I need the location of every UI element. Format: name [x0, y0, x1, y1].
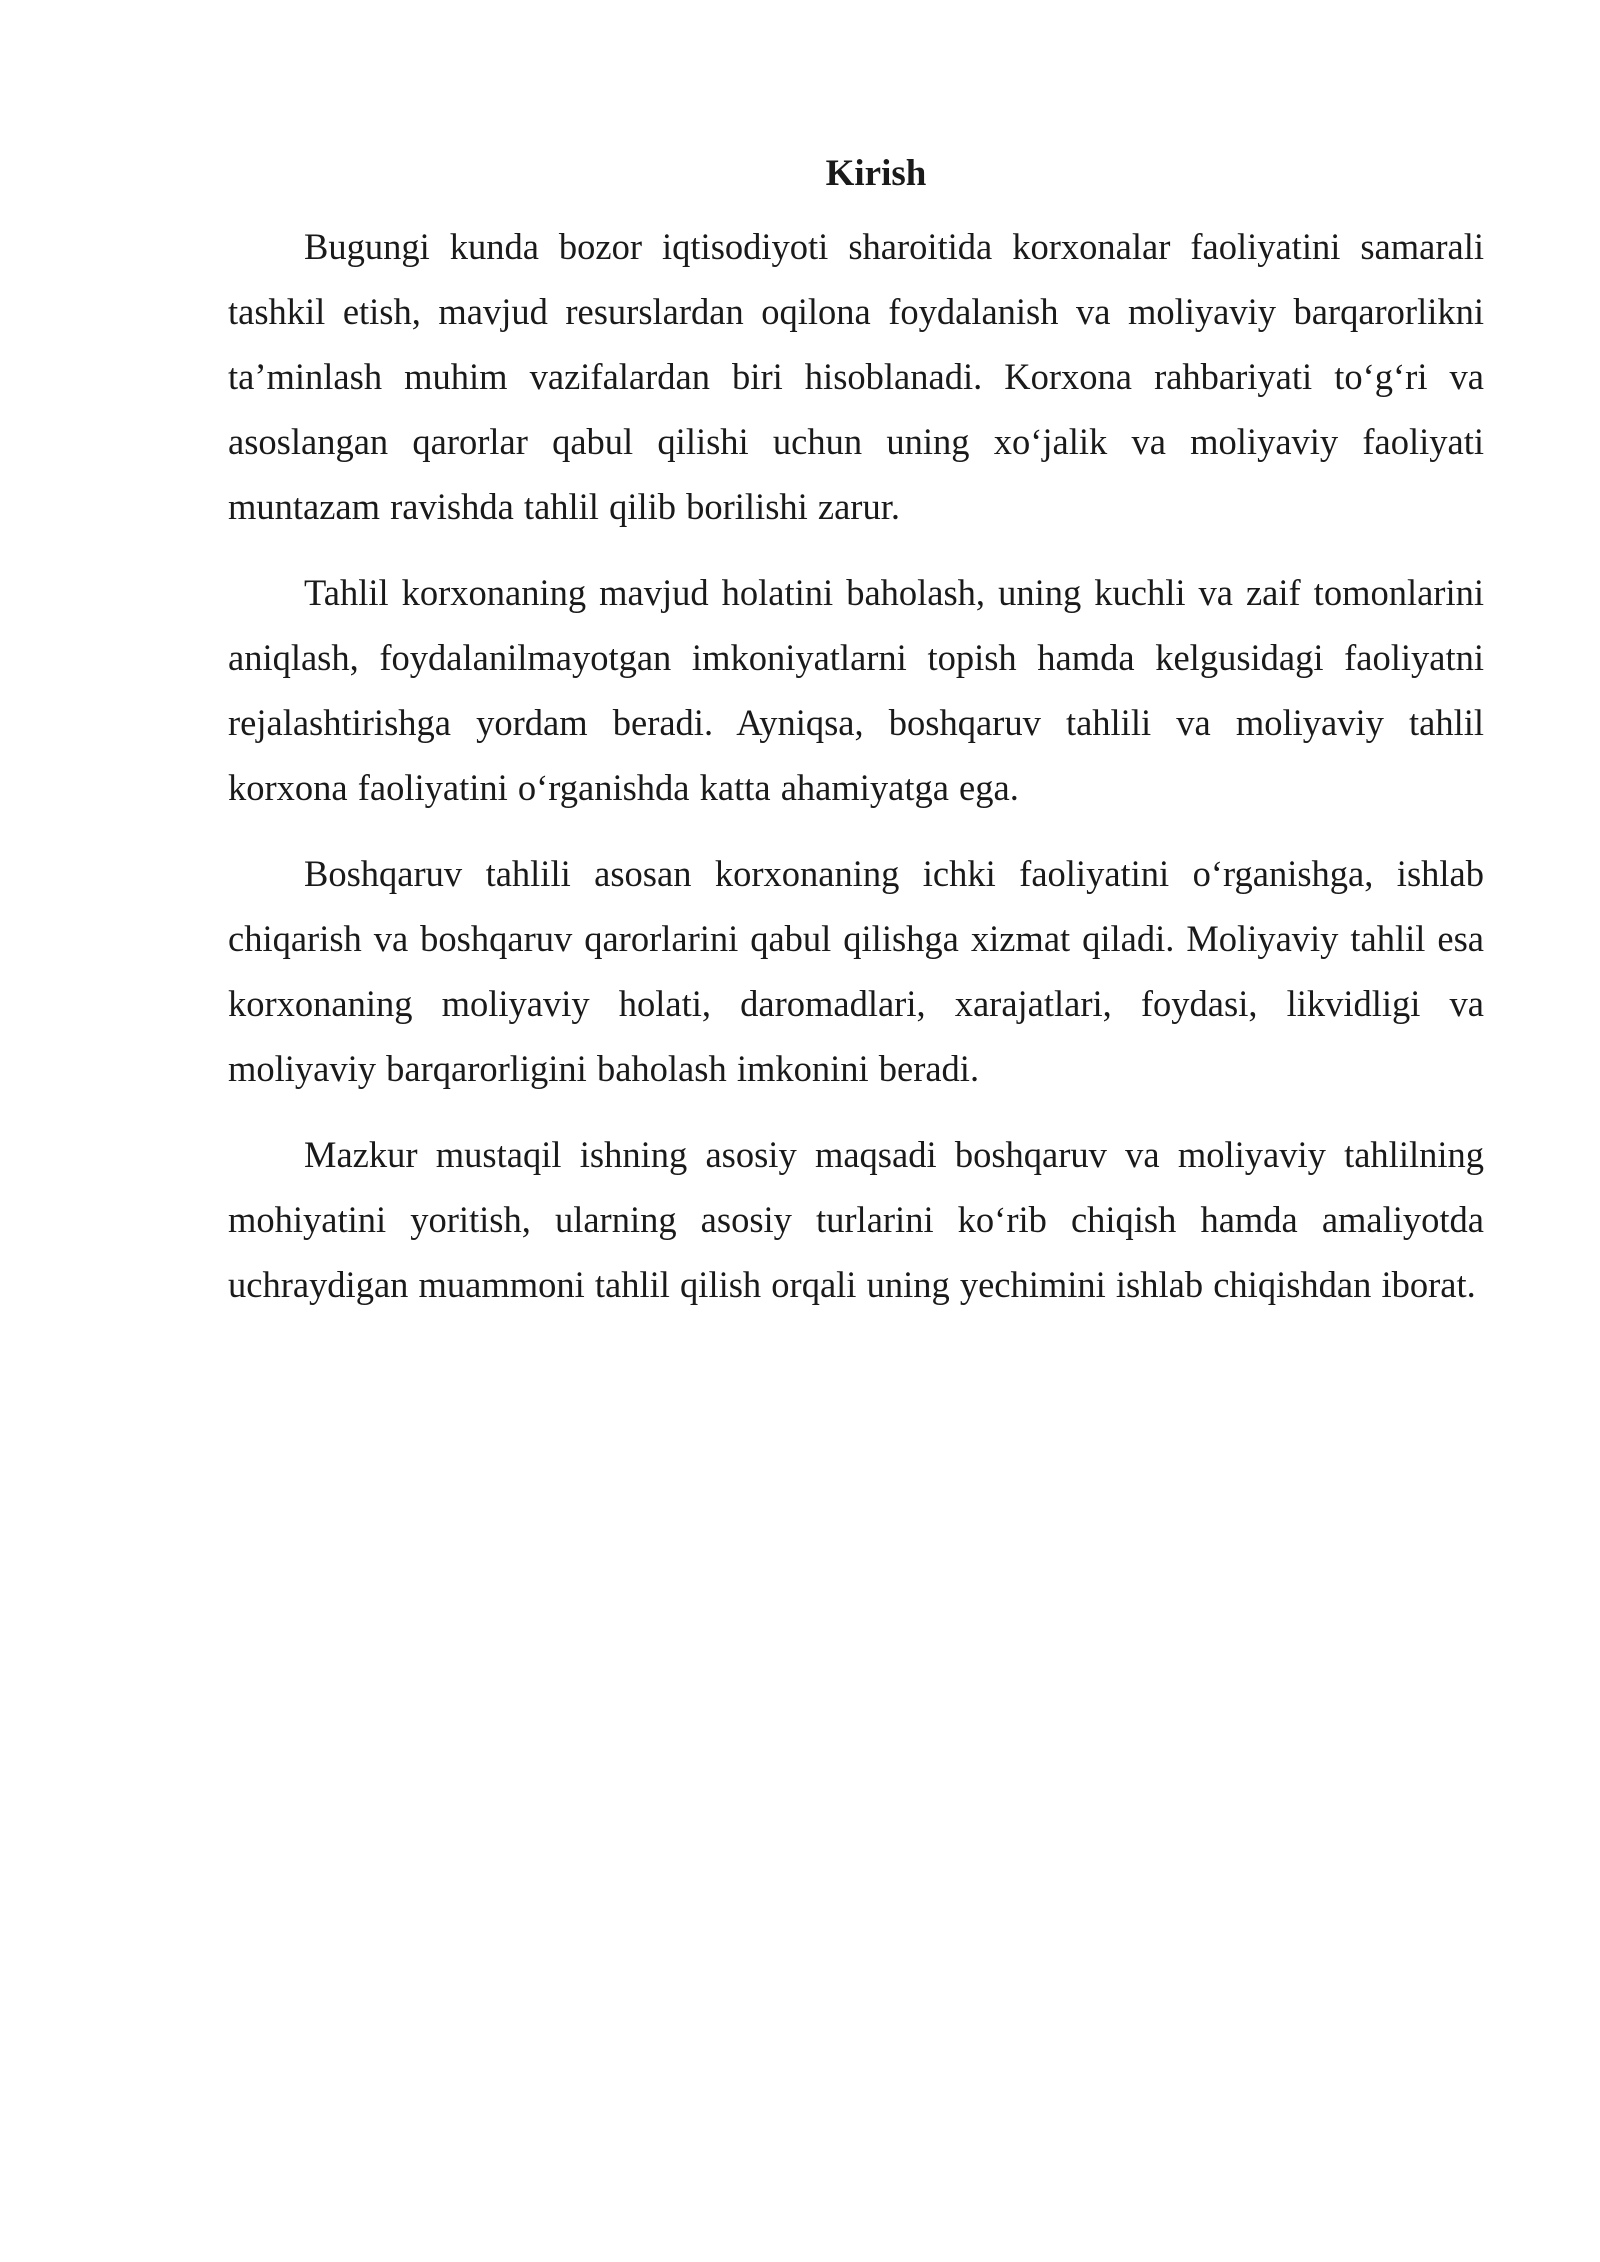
paragraph-1: Bugungi kunda bozor iqtisodiyoti sharoitida korxonalar faoliyatini samarali tashkil etish, mavjud resurslardan oqilona foydalanish va moliyaviy barqarorlikni ta’minlash muhim vazifalardan biri hisoblanadi. Korxona rahbariyati to‘g‘ri va asoslangan qarorlar qabul qilishi uchun uning xo‘jalik va moliyaviy faoliyati muntazam ravishda tahlil qilib borilishi zarur. [228, 226, 1484, 527]
paragraph-2: Tahlil korxonaning mavjud holatini baholash, uning kuchli va zaif tomonlarini aniqlash, foydalanilmayotgan imkoniyatlarni topish hamda kelgusidagi faoliyatni rejalashtirishga yordam beradi. Ayniqsa, boshqaruv tahlili va moliyaviy tahlil korxona faoliyatini o‘rganishda katta ahamiyatga ega. [228, 572, 1484, 808]
document-body [228, 148, 1484, 1338]
section-title: Kirish [825, 153, 927, 194]
paragraph-4: Mazkur mustaqil ishning asosiy maqsadi boshqaruv va moliyaviy tahlilning mohiyatini yoritish, ularning asosiy turlarini ko‘rib chiqish hamda amaliyotda uchraydigan muammoni tahlil qilish orqali uning yechimini ishlab chiqishdan iborat. [228, 1134, 1484, 1305]
paragraph-3: Boshqaruv tahlili asosan korxonaning ichki faoliyatini o‘rganishga, ishlab chiqarish va boshqaruv qarorlarini qabul qilishga xizmat qiladi. Moliyaviy tahlil esa korxonaning moliyaviy holati, daromadlari, xarajatlari, foydasi, likvidligi va moliyaviy barqarorligini baholash imkonini beradi. [228, 853, 1484, 1089]
